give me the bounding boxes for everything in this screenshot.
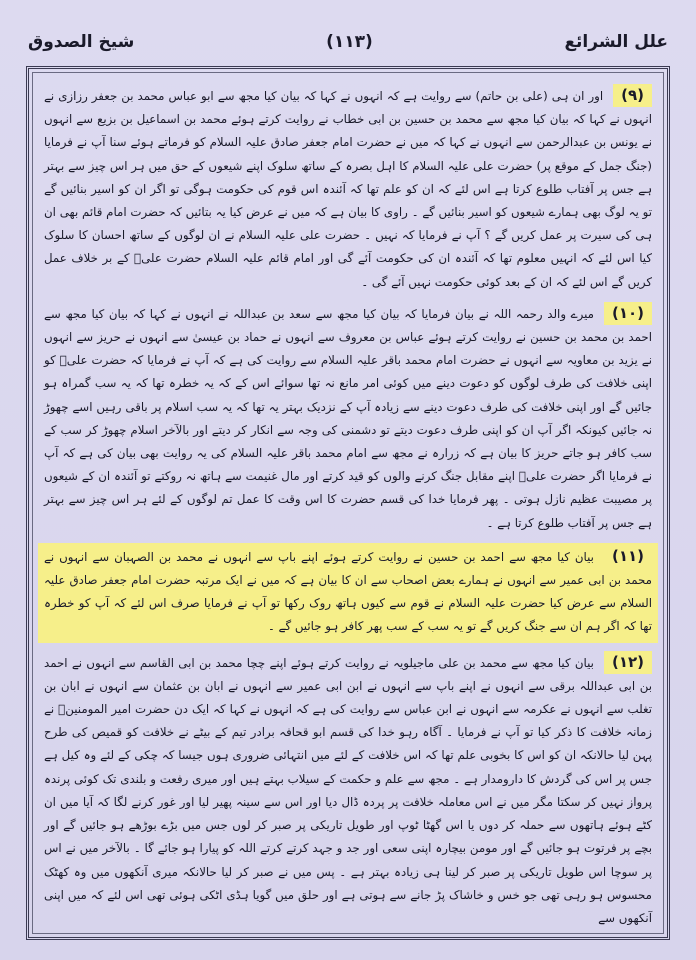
paragraph-10 [44,302,652,535]
paragraph-text: میرے والد رحمہ اللہ نے بیان فرمایا کہ بیان کیا مجھ سے سعد بن عبداللہ نے انہوں نے کہا کہ بیان کیا مجھ سے احمد بن محمد بن حسین نے روایت کرتے ہوئے عباس بن معروف سے انہوں نے حماد بن عیسیٰ سے انہوں نے حریز سے انہوں نے یزید بن معاویہ سے انہوں نے حضرت امام محمد باقر علیہ السلام سے روایت کی ہے کہ آپ نے فرمایا کہ حضرت علیؑ کو اپنی خلافت کی طرف لوگوں کو دعوت دینے میں کوئی امر مانع نہ تھا سوائے اس کے کہ یہ خطرہ تھا کہ یہ سب گمراہ ہو جائیں گے اور اپنی خلافت کی طرف دعوت دینے سے زیادہ آپ کے نزدیک بہتر یہ تھا کہ یہ سب اسلام پر باقی رہیں اسے چھوڑ نہ جائیں کیونکہ اگر آپ ان کو اپنی طرف دعوت دیتے تو دشمنی کی وجہ سے انکار کر دیتے اور بالآخر اسلام چھوڑ کر سب کے سب کافر ہو جاتے حریز کا بیان ہے کہ زرارہ نے مجھ سے امام محمد باقر علیہ السلام کی یہ روایت بھی بیان کی ہے کہ آپ نے فرمایا اگر حضرت علیؑ اپنے مقابل جنگ کرنے والوں کو قید کرتے اور مال غنیمت سے ہاتھ نہ روکتے تو آئندہ ان کے شیعوں پر مصیبت عظیم نازل ہوتی ۔ پھر فرمایا خدا کی قسم حضرت کا اس وقت کا عمل تم لوگوں کے لئے ہر اس چیز سے بہتر ہے جس پر آفتاب طلوع کرتا ہے ۔ [44,306,652,530]
paragraph-text: اور ان ہی (علی بن حاتم) سے روایت ہے کہ انہوں نے کہا کہ بیان کیا مجھ سے ابو عباس محمد بن جعفر رزازی نے انہوں نے کہا کہ بیان کیا مجھ سے محمد بن حسین بن ابی خطاب نے روایت کرتے ہوئے محمد بن اسماعیل بن بزیع سے انہوں نے یونس بن عبدالرحمن سے انہوں نے کہا کہ میں نے حضرت امام جعفر صادق علیہ السلام کو فرماتے ہوئے سنا آپ نے فرمایا (جنگ جمل کے موقع پر) حضرت علی علیہ السلام کا اہل بصرہ کے ساتھ سلوک اپنے شیعوں کے حق میں ہر اس چیز سے بہتر ہے جس پر آفتاب طلوع کرتا ہے اس لئے کہ ان کو علم تھا کہ آئندہ اس قوم کی حکومت ہوگی تو اگر ان کو اسیر بنائیں گے تو یہ لوگ بھی ہمارے شیعوں کو اسیر بنائیں گے ۔ راوی کا بیان ہے کہ میں نے عرض کیا یہ بتائیں کہ حضرت امام قائم بھی ان ہی کی سیرت پر عمل کریں گے ؟ آپ نے فرمایا کہ نہیں ۔ حضرت علی علیہ السلام نے ان لوگوں کے ساتھ احسان کا سلوک کیا اس لئے کہ انہیں معلوم تھا کہ آئندہ ان کی حکومت آئے گی اور امام قائم علیہ السلام حضرت علیؑ کے بر خلاف عمل کریں گے اس لئے کہ ان کے بعد کوئی حکومت نہیں آئے گی ۔ [44,89,652,289]
page-body [44,84,652,930]
paragraph-number: (١٠) [604,302,652,325]
paragraph-number: (١٢) [604,651,652,674]
paragraph-number: (٩) [613,84,652,107]
paragraph-9 [44,84,652,294]
paragraph-11-highlighted [38,543,658,643]
page-number: (١١٣) [326,32,373,52]
author-name: شيخ الصدوق [28,32,135,52]
book-title: علل الشرائع [564,32,668,52]
paragraph-text: بیان کیا مجھ سے محمد بن علی ماجیلویہ نے روایت کرتے ہوئے اپنے چچا محمد بن ابی القاسم سے انہوں نے احمد بن ابی عبداللہ برقی سے انہوں نے اپنے باپ سے انہوں نے ابن ابی عمیر سے انہوں نے ابان بن عثمان سے انہوں نے ابان بن تغلب سے انہوں نے عکرمہ سے انہوں نے ابن عباس سے روایت کی ہے کہ انہوں نے کہا کہ ایک دن حضرت امیر المومنینؑ نے زمانہ خلافت کا ذکر کیا تو آپ نے فرمایا ۔ آگاہ رہو خدا کی قسم ابو قحافہ برادر تیم کے بیٹے نے خلافت کو قمیص کی طرح پہن لیا حالانکہ ان کو اس کا بخوبی علم تھا کہ اس خلافت کے لئے میں انتہائی ضروری ہوں جیسا کہ چکی کے لئے وہ کیل ہے جس پر اس کی گردش کا دارومدار ہے ۔ مجھ سے علم و حکمت کے سیلاب بہتے ہیں اور میری رفعت و بلندی تک کوئی پرندہ پرواز نہیں کر سکتا مگر میں نے اس معاملہ خلافت پر پردہ ڈال دیا اور اس سے سینہ پھیر لیا اور غور کرنے لگا کہ آیا میں ان کٹے ہوئے ہاتھوں سے حملہ کر دوں یا اس گھٹا ٹوپ اور طویل تاریکی پر صبر کر لوں جس میں بڑے بوڑھے ہو جائیں گے اور بچے پر فرتوت ہو جائیں گے اور مومن بیچارہ اپنی سعی اور جد و جہد کرتے کرتے اللہ کو پیارا ہو جائے گا ۔ بالآخر میں نے اس پر سوچا اس طویل تاریکی پر صبر کر لینا ہی زیادہ بہتر ہے ۔ پس میں نے صبر کر لیا حالانکہ میری آنکھوں میں وہ کھٹک محسوس ہو رہی تھی جو خس و خاشاک پڑ جانے سے ہوتی ہے اور حلق میں گویا ہڈی اٹکی ہوئی تھی اس لئے کہ میں اپنی آنکھوں سے [44,655,652,925]
paragraph-text: بیان کیا مجھ سے احمد بن حسین نے روایت کرتے ہوئے اپنے باپ سے انہوں نے محمد بن الصہبان سے انہوں نے محمد بن ابی عمیر سے انہوں نے ہمارے بعض اصحاب سے ان کا بیان ہے کہ میں نے ایک مرتبہ حضرت امام جعفر صادق علیہ السلام سے عرض کیا حضرت علیہ السلام نے قوم سے کیوں ہاتھ روک رکھا تو آپ نے فرمایا صرف اس لئے کہ آپ کو خطرہ تھا کہ اگر ہم ان سے جنگ کریں گے تو یہ سب کے سب پھر کافر ہو جائیں گے ۔ [44,549,652,634]
paragraph-12 [44,651,652,930]
page-header [28,22,668,62]
paragraph-number: (١١) [611,546,644,565]
